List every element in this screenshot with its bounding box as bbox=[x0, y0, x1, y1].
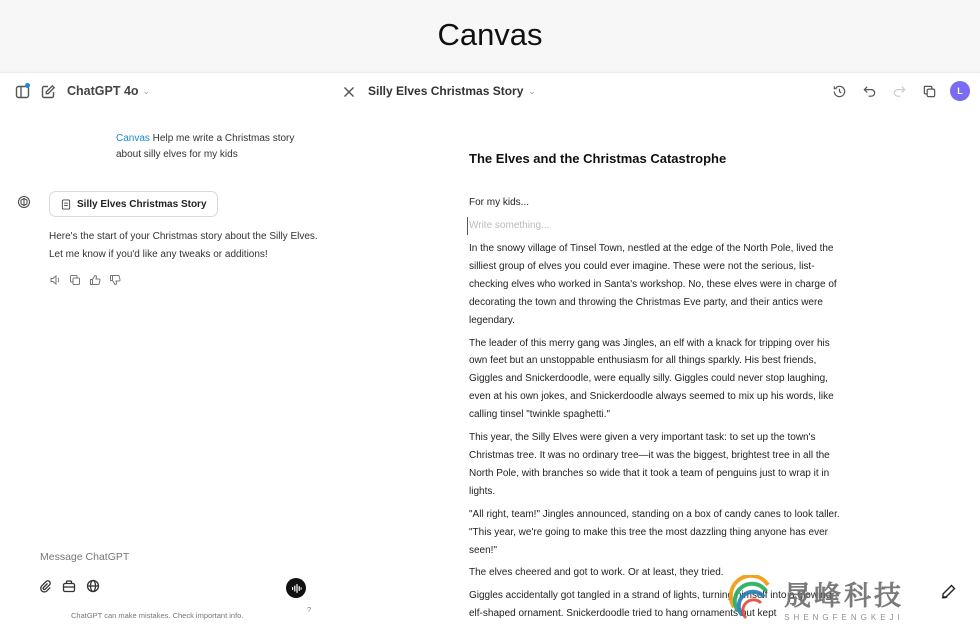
thumbs-up-icon[interactable] bbox=[89, 273, 102, 286]
user-message-text: Help me write a Christmas story about silly elves for my kids bbox=[116, 133, 295, 160]
page-banner bbox=[0, 0, 980, 70]
copy-icon[interactable] bbox=[69, 273, 82, 286]
sidebar-toggle-icon[interactable] bbox=[13, 82, 33, 102]
model-name-label: ChatGPT 4o bbox=[67, 84, 139, 98]
watermark-logo-icon bbox=[728, 575, 778, 621]
document-input-placeholder[interactable]: Write something... bbox=[467, 217, 844, 235]
canvas-title-selector[interactable] bbox=[368, 84, 536, 98]
speaker-icon[interactable] bbox=[49, 273, 62, 286]
assistant-message: Here's the start of your Christmas story about the Silly Elves. Let me know if you'd like any tweaks or additions! bbox=[49, 231, 318, 260]
model-selector[interactable] bbox=[67, 84, 150, 98]
app-window bbox=[0, 72, 980, 627]
document-paragraph: The leader of this merry gang was Jingles, an elf with a knack for tripping over his own feet but an unstoppable enthusiasm for all things sparkly. His best friends, Giggles and Snickerdoodle, were equally silly. Giggles could never stop laughing, even at his own jokes, and Snickerdoodle always seemed to mix up his words, like calling tinsel "twinkle spaghetti." bbox=[469, 337, 834, 421]
paperclip-icon[interactable] bbox=[38, 579, 53, 594]
canvas-header bbox=[330, 73, 980, 111]
canvas-document[interactable] bbox=[469, 151, 844, 627]
watermark bbox=[728, 570, 928, 625]
message-actions bbox=[49, 273, 122, 286]
user-avatar[interactable]: L bbox=[950, 81, 970, 101]
notification-dot bbox=[25, 83, 30, 88]
chat-header bbox=[0, 73, 330, 111]
edit-pencil-icon[interactable] bbox=[940, 583, 960, 603]
globe-icon[interactable] bbox=[86, 579, 101, 594]
composer-tools bbox=[38, 579, 101, 594]
toolbox-icon[interactable] bbox=[62, 579, 77, 594]
canvas-tag: Canvas bbox=[116, 133, 150, 144]
document-paragraph: The elves cheered and got to work. Or at least, they tried. bbox=[469, 567, 724, 579]
redo-icon[interactable] bbox=[890, 82, 909, 101]
canvas-title: Silly Elves Christmas Story bbox=[368, 84, 524, 98]
chat-panel bbox=[0, 73, 330, 627]
disclaimer-text: ChatGPT can make mistakes. Check important info. bbox=[71, 611, 244, 620]
watermark-cn: 晟峰科技 bbox=[784, 580, 904, 612]
document-paragraph: This year, the Silly Elves were given a very important task: to set up the town's Christmas tree. It was no ordinary tree—it was the biggest, brightest tree in all the North Pole, with branches so wide that it took a team of penguins just to wrap it in lights. bbox=[469, 432, 830, 497]
help-button[interactable]: ? bbox=[307, 605, 312, 614]
document-intro: For my kids... bbox=[469, 197, 530, 208]
user-message bbox=[116, 131, 306, 163]
document-paragraph: Giggles accidentally got tangled in a strand of lights, turning himself into a glowing elf-shaped ornament. Snickerdoodle tried to hang ornaments but kept bbox=[469, 590, 832, 620]
document-chip-label: Silly Elves Christmas Story bbox=[77, 198, 207, 210]
canvas-actions bbox=[830, 81, 970, 101]
assistant-logo-icon bbox=[17, 195, 31, 209]
waveform-icon bbox=[291, 583, 302, 594]
undo-icon[interactable] bbox=[860, 82, 879, 101]
close-icon[interactable] bbox=[339, 82, 359, 102]
document-paragraph: In the snowy village of Tinsel Town, nestled at the edge of the North Pole, lived the silliest group of elves you could ever imagine. These were not the serious, list-checking elves who worked in Santa's workshop. No, these elves were in charge of decorating the town and throwing the Christmas Eve party, and their antics were legendary. bbox=[469, 243, 837, 326]
new-chat-icon[interactable] bbox=[38, 82, 58, 102]
document-heading: The Elves and the Christmas Catastrophe bbox=[469, 151, 727, 166]
thumbs-down-icon[interactable] bbox=[109, 273, 122, 286]
voice-mode-button[interactable] bbox=[286, 578, 306, 598]
document-chip[interactable] bbox=[49, 191, 218, 217]
copy-icon[interactable] bbox=[920, 82, 939, 101]
chevron-down-icon: ⌄ bbox=[142, 85, 151, 96]
canvas-panel bbox=[330, 73, 980, 627]
watermark-en: SHENGFENGKEJI bbox=[784, 612, 904, 622]
chevron-down-icon: ⌄ bbox=[528, 85, 536, 96]
document-paragraph: "All right, team!" Jingles announced, standing on a box of candy canes to look taller. "This year, we're going to make this tree the most dazzling thing anyone has ever seen!" bbox=[469, 508, 840, 556]
document-icon bbox=[61, 199, 71, 210]
banner-title: Canvas bbox=[437, 17, 543, 52]
message-input[interactable]: Message ChatGPT bbox=[40, 551, 130, 563]
history-icon[interactable] bbox=[830, 82, 849, 101]
